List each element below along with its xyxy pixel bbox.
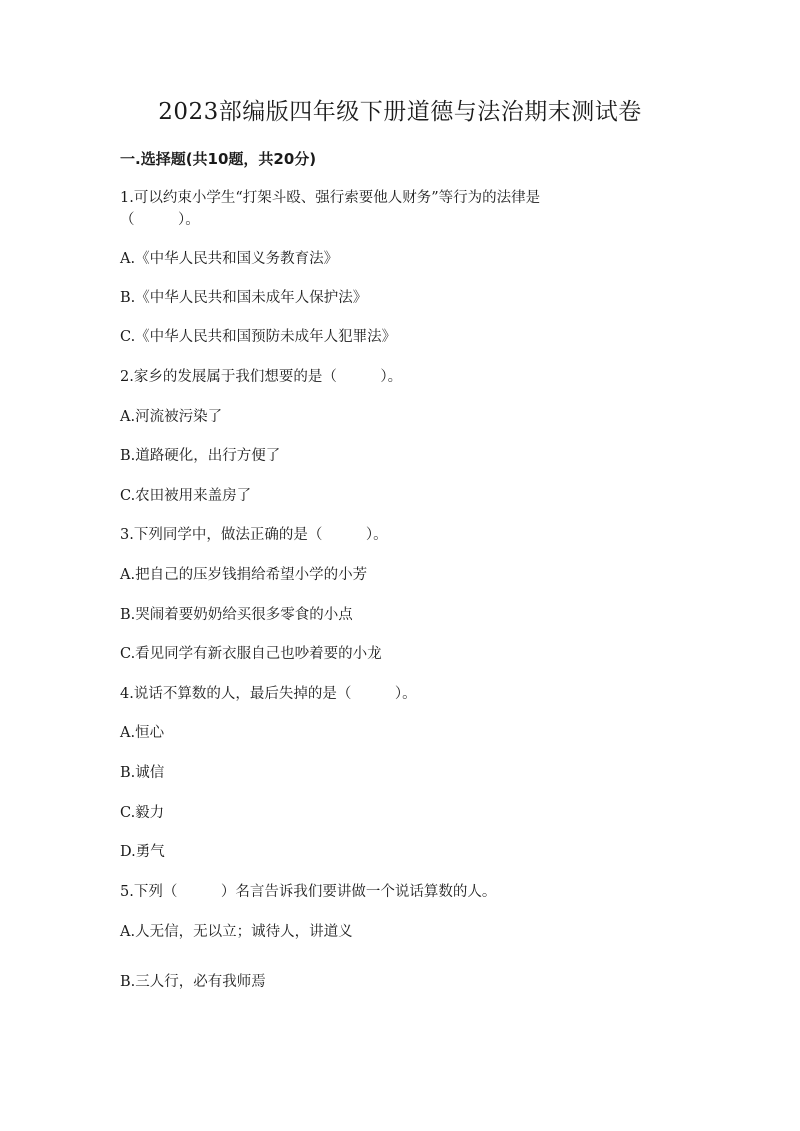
q4-option-a: A.恒心: [120, 725, 165, 741]
q5-option-a: A.人无信，无以立；诚待人，讲道义: [120, 924, 353, 940]
q2-option-b: B.道路硬化，出行方便了: [120, 448, 281, 464]
q2-option-a: A.河流被污染了: [120, 409, 223, 425]
q1-option-a: A.《中华人民共和国义务教育法》: [120, 251, 339, 267]
q1-option-c: C.《中华人民共和国预防未成年人犯罪法》: [120, 329, 397, 345]
q3-option-b: B.哭闹着要奶奶给买很多零食的小点: [120, 607, 353, 623]
section-heading: 一.选择题(共10题，共20分): [120, 150, 317, 168]
q3-option-c: C.看见同学有新衣服自己也吵着要的小龙: [120, 646, 382, 662]
q4-stem: 4.说话不算数的人，最后失掉的是（ ）。: [120, 686, 417, 702]
q2-option-c: C.农田被用来盖房了: [120, 488, 252, 504]
q4-option-d: D.勇气: [120, 844, 165, 860]
q2-stem: 2.家乡的发展属于我们想要的是（ ）。: [120, 369, 403, 385]
q5-stem: 5.下列（ ）名言告诉我们要讲做一个说话算数的人。: [120, 884, 497, 900]
q1-option-b: B.《中华人民共和国未成年人保护法》: [120, 290, 368, 306]
q5-option-b: B.三人行，必有我师焉: [120, 974, 266, 990]
q1-stem-line2: （ ）。: [120, 212, 200, 228]
q3-option-a: A.把自己的压岁钱捐给希望小学的小芳: [120, 567, 368, 583]
page-title: 2023部编版四年级下册道德与法治期末测试卷: [158, 99, 642, 125]
q3-stem: 3.下列同学中，做法正确的是（ ）。: [120, 527, 388, 543]
q4-option-b: B.诚信: [120, 765, 165, 781]
q1-stem-line1: 1.可以约束小学生“打架斗殴、强行索要他人财务”等行为的法律是: [120, 190, 541, 206]
q4-option-c: C.毅力: [120, 805, 165, 821]
